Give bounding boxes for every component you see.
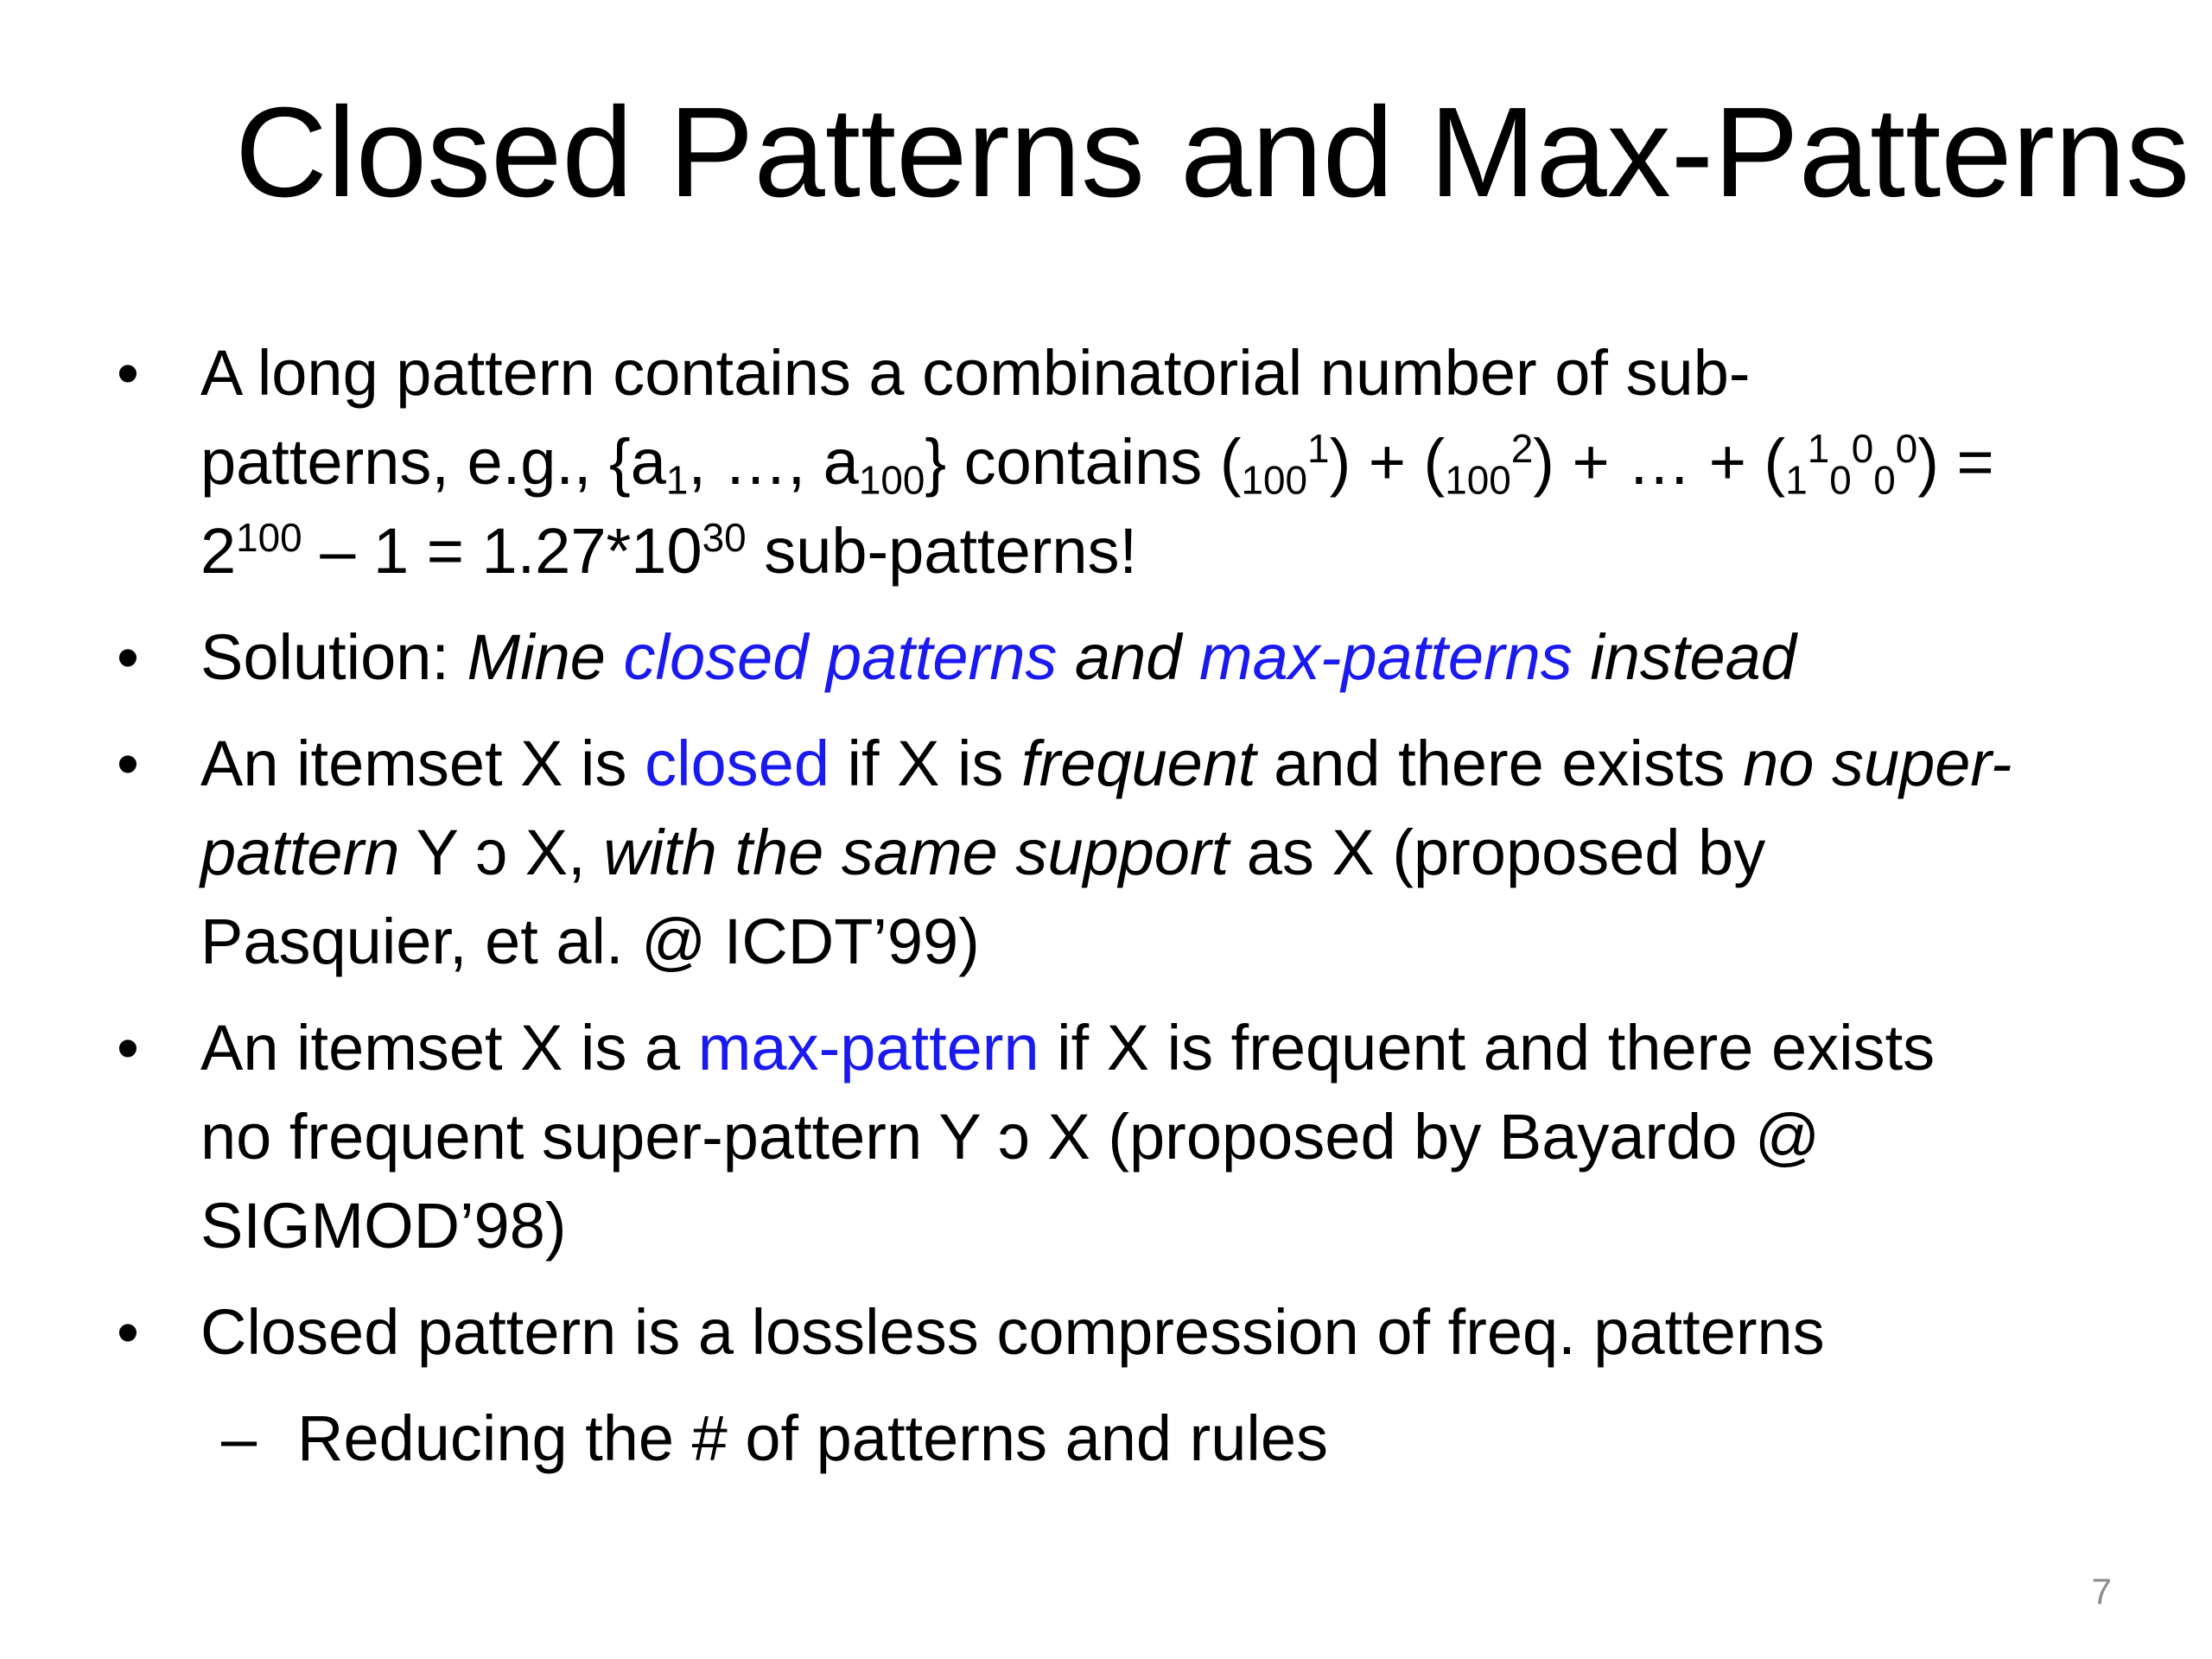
subscript: 100 xyxy=(1241,457,1308,503)
text-segment: as X (proposed by xyxy=(1229,817,1766,888)
highlight-closed-patterns: closed patterns xyxy=(623,621,1058,693)
text-segment: frequent xyxy=(1021,728,1256,799)
bullet-line xyxy=(200,808,2124,897)
text-segment: An itemset X is xyxy=(200,728,645,799)
text-segment: no super- xyxy=(1743,728,2012,799)
bullet-item-lossless xyxy=(111,1287,2124,1376)
text-segment: ) + ( xyxy=(1329,426,1446,498)
text-segment: Mine xyxy=(467,621,624,693)
text-segment: pattern xyxy=(200,817,400,888)
superscript: 2 xyxy=(1510,425,1534,471)
bullet-line xyxy=(200,1003,2124,1092)
text-segment: patterns, e.g., {a xyxy=(200,426,666,498)
text-segment: sub-patterns! xyxy=(746,515,1138,587)
subscript: 0 xyxy=(1829,457,1852,503)
bullet-dot: • xyxy=(117,1296,139,1368)
subscript: 0 xyxy=(1873,457,1896,503)
text-segment: , …, a xyxy=(688,426,859,498)
superscript: 1 xyxy=(1307,425,1330,471)
text-segment: Solution: xyxy=(200,621,467,693)
page-number: 7 xyxy=(2091,1571,2112,1611)
highlight-closed: closed xyxy=(645,728,830,799)
bullet-dot: • xyxy=(117,1012,139,1084)
text-segment: Y ɔ X, xyxy=(399,817,604,888)
superscript: 1 xyxy=(1807,425,1830,471)
bullet-line: no frequent super-pattern Y ɔ X (proposed by Bayardo @ xyxy=(200,1101,1821,1173)
bullet-line xyxy=(200,506,2124,595)
bullet-line xyxy=(200,417,2124,506)
sub-bullet-item xyxy=(111,1394,2124,1483)
bullet-item-solution xyxy=(111,613,2124,702)
text-segment: instead xyxy=(1572,621,1796,693)
text-segment: An itemset X is a xyxy=(200,1012,698,1084)
text-segment: 2 xyxy=(200,515,237,587)
subscript: 100 xyxy=(858,457,925,503)
bullet-line: Closed pattern is a lossless compression of freq. patterns xyxy=(200,1296,1825,1368)
subscript: 100 xyxy=(1445,457,1511,503)
bullet-line: SIGMOD’98) xyxy=(200,1190,567,1262)
text-segment: if X is frequent and there exists xyxy=(1039,1012,1936,1084)
bullet-item-max-definition xyxy=(111,1003,2124,1270)
subscript: 1 xyxy=(665,457,689,503)
slide-title: Closed Patterns and Max-Patterns xyxy=(235,81,2190,224)
text-segment: ) = xyxy=(1917,426,1994,498)
bullet-line: Pasquier, et al. @ ICDT’99) xyxy=(200,906,980,977)
dash-icon: – xyxy=(221,1402,257,1474)
bullet-item-closed-definition xyxy=(111,719,2124,986)
text-segment: with the same support xyxy=(603,817,1230,888)
superscript: 0 xyxy=(1895,425,1918,471)
text-segment: and there exists xyxy=(1255,728,1744,799)
bullet-dot: • xyxy=(117,728,139,799)
highlight-max-pattern: max-pattern xyxy=(697,1012,1039,1084)
bullet-line xyxy=(200,613,2124,702)
text-segment: – 1 = 1.27*10 xyxy=(302,515,702,587)
text-segment: and xyxy=(1057,621,1199,693)
superscript: 0 xyxy=(1851,425,1874,471)
binomial-100-100 xyxy=(1785,417,1917,506)
highlight-max-patterns: max-patterns xyxy=(1198,621,1573,693)
bullet-item-combinatorial xyxy=(111,328,2124,595)
text-segment: ) + … + ( xyxy=(1533,426,1786,498)
bullet-line xyxy=(200,719,2124,808)
superscript: 100 xyxy=(236,514,302,560)
bullet-dot: • xyxy=(117,621,139,693)
bullet-dot: • xyxy=(117,337,139,409)
bullet-line: A long pattern contains a combinatorial number of sub- xyxy=(200,337,1751,409)
text-segment: } contains ( xyxy=(925,426,1242,498)
superscript: 30 xyxy=(702,514,747,560)
sub-bullet-line: Reducing the # of patterns and rules xyxy=(297,1402,1328,1474)
bullet-list xyxy=(111,328,2124,1483)
text-segment: if X is xyxy=(829,728,1022,799)
subscript: 1 xyxy=(1785,457,1808,503)
